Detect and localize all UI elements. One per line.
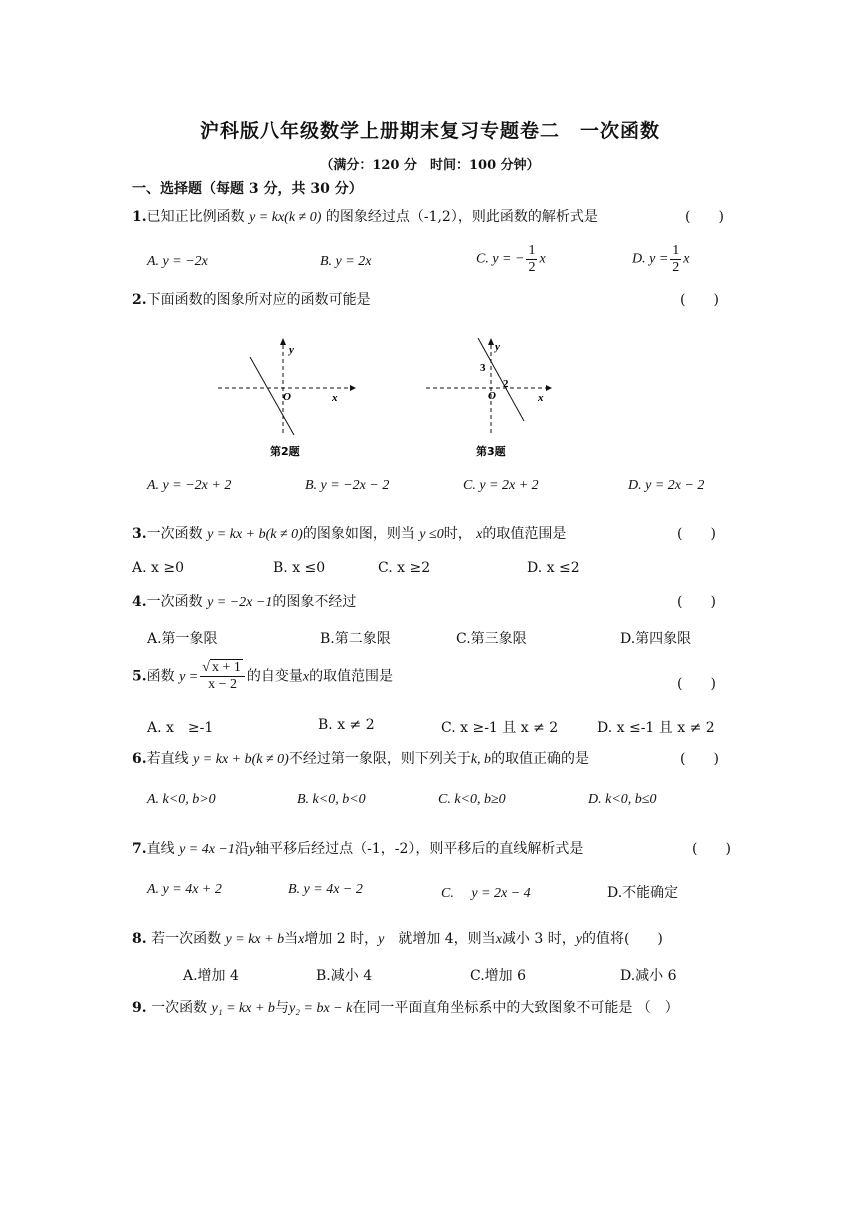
option-c: C. x ≥2 [378,560,431,576]
option-b: B. k<0, b<0 [297,792,366,807]
fraction-denominator: x − 2 [208,677,237,692]
math-expression: y = 4x −1 [179,842,235,857]
graph-question-3 [418,335,568,460]
option-d: D. k<0, b≤0 [588,792,657,807]
question-text: 的图象经过点（-1,2），则此函数的解析式是 [325,209,598,225]
y-intercept-label: 3 [480,362,486,374]
question-text: 若直线 [146,751,189,767]
option-d: D. y = 2x − 2 [628,478,705,493]
question-number: 5. [132,668,147,685]
y-axis-label: y [495,341,500,353]
question-text: 时， [443,526,472,542]
question-text: 的图象不经过 [272,594,357,610]
option-c: C. k<0, b≥0 [438,792,506,807]
question-text: 下面函数的图象所对应的函数可能是 [146,292,371,308]
option-b: B. x ≤0 [273,560,326,576]
function-line [478,338,524,421]
question-text: 与 [274,1000,289,1016]
question-number: 9. [132,1000,147,1016]
answer-bracket[interactable]: ( ) [692,841,731,857]
option-a: A. x ≥0 [132,560,184,576]
answer-bracket[interactable]: ( ) [680,751,719,767]
option-b: B.减小 4 [316,968,373,984]
math-expression: y = kx + b(k ≠ 0) [193,752,289,767]
fraction-numerator: 1 [672,243,680,258]
option-c: C.增加 6 [470,968,527,984]
option-b: B. y = 4x − 2 [288,882,363,897]
question-8 [132,928,663,948]
question-2 [132,289,371,309]
option-d: D.第四象限 [620,631,692,647]
option-c: C. y = 2x + 2 [463,478,539,493]
math-variable: y [575,932,582,947]
math-variable: x [302,669,310,685]
question-text: 的图象如图，则当 [302,526,415,542]
math-variable: y [248,842,256,857]
question-text: 一次函数 [146,594,203,610]
option-a: A.第一象限 [147,631,218,647]
option-a: A. k<0, b>0 [147,792,216,807]
x-axis-label: x [538,392,544,404]
question-number: 3. [132,526,147,542]
graph-question-2 [210,335,360,460]
answer-bracket[interactable]: ( ) [680,292,719,308]
question-text: 不经过第一象限，则下列关于 [288,751,471,767]
fraction-denominator: 2 [528,260,536,275]
x-axis-arrow-icon [350,385,356,391]
math-expression: y ≤0 [419,527,444,542]
fraction-numerator: √ x + 1 [200,660,245,677]
question-text: 的取值正确的是 [491,751,590,767]
option-d: D.不能确定 [607,885,679,901]
option-d: D. x ≤-1 且 x ≠ 2 [597,720,715,736]
math-expression: y₁ = kx + b [211,1001,275,1016]
math-variable: x [495,932,502,947]
answer-bracket[interactable]: ( ) [677,526,716,542]
option-d: D.减小 6 [620,968,677,984]
question-text: 就增加 4，则当 [384,931,496,947]
option-b: B. y = 2x [320,254,372,269]
math-expression: y₂ = bx − k [288,1001,353,1016]
math-expression: y = kx(k ≠ 0) [249,210,322,225]
option-a: A. y = −2x [147,254,208,269]
question-number: 6. [132,751,147,767]
question-text: 沿 [234,841,249,857]
fraction [526,243,537,276]
option-b: B. x ≠ 2 [318,717,375,733]
question-6 [132,748,589,768]
question-text: 若一次函数 [146,931,222,947]
question-text: 的取值范围是 [309,668,394,685]
option-c: C. y = 2x − 4 [441,886,531,901]
question-3 [132,523,566,543]
question-number: 7. [132,841,147,857]
y-axis-arrow-icon [280,338,286,345]
math-variable: x [683,251,690,267]
question-text: 函数 [146,668,175,685]
question-text: 的自变量 [246,668,303,685]
math-variable: x [476,527,483,542]
origin-label: O [488,390,496,402]
math-expression: y = [179,669,199,685]
sqrt-radicand: x + 1 [211,660,241,675]
fraction [670,243,681,276]
question-text: 的取值范围是 [482,526,567,542]
question-9 [132,997,679,1017]
option-a: A. y = 4x + 2 [147,882,222,897]
math-expression: y = kx + b(k ≠ 0) [207,527,303,542]
question-1 [132,206,598,226]
question-text: 一次函数 [146,526,203,542]
page-subtitle: （满分：120 分 时间：100 分钟） [320,158,540,173]
option-b: B. y = −2x − 2 [305,478,390,493]
question-text: 轴平移后经过点（-1，-2），则平移后的直线解析式是 [255,841,584,857]
y-axis-label: y [289,344,294,356]
fraction [200,660,245,693]
option-b: B.第二象限 [320,631,391,647]
option-c: C. x ≥-1 且 x ≠ 2 [441,720,559,736]
option-d: D. x ≤2 [527,560,580,576]
math-variable: y [378,932,385,947]
question-text: 在同一平面直角坐标系中的大致图象不可能是 [352,1000,633,1016]
section-heading: 一、选择题（每题 3 分，共 30 分） [132,181,363,197]
math-expression: y = −2x −1 [207,595,273,610]
option-c: C.第三象限 [456,631,527,647]
x-intercept-label: 2 [503,378,509,390]
graph-caption: 第3题 [476,445,506,458]
question-text: 当 [284,931,299,947]
answer-bracket[interactable]: ( ) [677,594,716,610]
question-number: 8. [132,931,147,947]
x-axis-label: x [332,392,338,404]
answer-bracket[interactable]: （ ） [636,1000,679,1016]
question-text: 已知正比例函数 [146,209,245,225]
option-a: A. x ≥-1 [147,720,214,736]
fraction-numerator: 1 [528,243,536,258]
x-axis-arrow-icon [546,385,552,391]
question-text: 减小 3 时， [501,931,576,947]
question-4 [132,591,356,611]
option-a: A. y = −2x + 2 [147,478,232,493]
math-variable: x [539,251,546,267]
question-number: 2. [132,292,147,308]
fraction-denominator: 2 [672,260,680,275]
graph-caption: 第2题 [270,445,300,458]
y-axis-arrow-icon [488,338,494,345]
math-expression: y = kx + b [225,932,285,947]
question-7 [132,838,583,858]
option-c [476,243,546,276]
answer-bracket[interactable]: ( ) [623,931,663,947]
math-variable: x [298,932,305,947]
question-text: 的值将 [581,931,624,947]
option-a: A.增加 4 [183,968,239,984]
option-d [632,243,690,276]
question-text: 直线 [146,841,175,857]
question-5 [132,660,393,693]
question-number: 4. [132,594,147,610]
question-text: 增加 2 时， [304,931,379,947]
origin-label: O [283,391,291,403]
option-text: D. y = [632,251,669,267]
page-title: 沪科版八年级数学上册期末复习专题卷二 一次函数 [199,120,660,142]
question-text: 一次函数 [146,1000,208,1016]
option-text: C. y = − [476,251,525,267]
question-number: 1. [132,209,147,225]
answer-bracket[interactable]: ( ) [677,676,716,692]
math-variable: k, b [470,752,492,767]
answer-bracket[interactable]: ( ) [685,209,724,225]
